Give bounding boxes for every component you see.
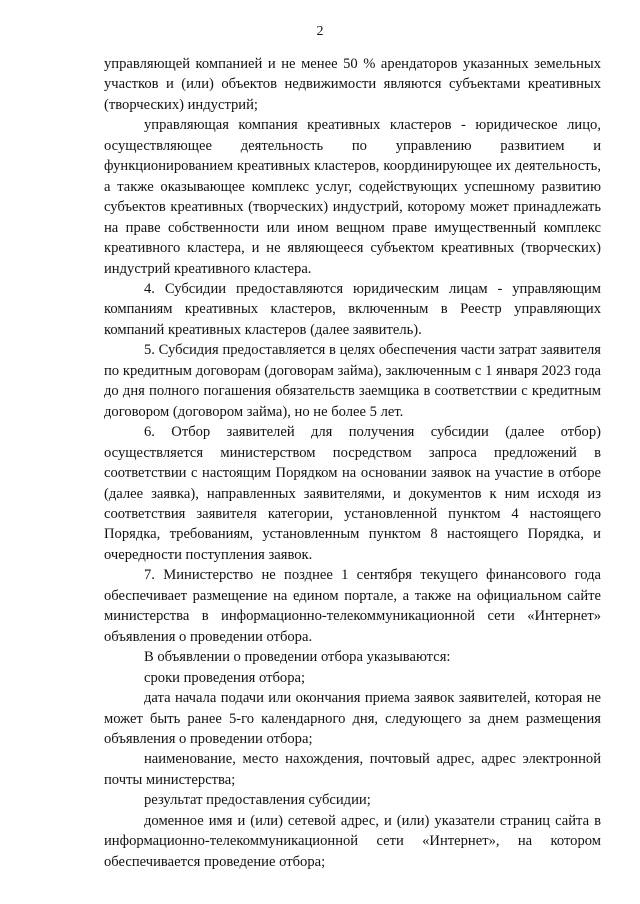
paragraph-announcement-intro: В объявлении о проведении отбора указываются: <box>144 649 451 666</box>
list-item-domain-name: доменное имя и (или) сетевой адрес, и (или) указатели страниц сайта в информационно-телекоммуникационной сети «Интернет», на котором обеспечивается проведение отбора; <box>104 812 601 870</box>
document-body <box>104 54 601 872</box>
paragraph-management-company-definition: управляющая компания креативных кластеров - юридическое лицо, осуществляющее деятельность по управлению развитием и функционированием креативных кластеров, координирующее их деятельность, а также оказывающее комплекс услуг, содействующих успешному развитию субъектов креативных (творческих) индустрий, которому может принадлежать на праве собственности или ином вещном праве имущественный комплекс креативного кластера, и не являющееся субъектом креативных (творческих) индустрий креативного кластера. <box>104 117 601 277</box>
list-item-ministry-contacts: наименование, место нахождения, почтовый адрес, адрес электронной почты министерства; <box>104 751 601 788</box>
paragraph-clause-7: 7. Министерство не позднее 1 сентября текущего финансового года обеспечивает размещение на едином портале, а также на официальном сайте министерства в информационно-телекоммуникационной сети «Интернет» объявления о проведении отбора. <box>104 567 601 645</box>
paragraph-clause-6: 6. Отбор заявителей для получения субсидии (далее отбор) осуществляется министерством посредством запроса предложений в соответствии с настоящим Порядком на основании заявок на участие в отборе (далее заявка), направленных заявителями, и документов к ним исходя из соответствия заявителя категории, установленной пунктом 4 настоящего Порядка, требованиям, установленным пунктом 8 настоящего Порядка, и очередности поступления заявок. <box>104 424 601 563</box>
paragraph-continuation: управляющей компанией и не менее 50 % арендаторов указанных земельных участков и (или) объектов недвижимости являются субъектами креативных (творческих) индустрий; <box>104 56 601 113</box>
paragraph-clause-4: 4. Субсидии предоставляются юридическим лицам - управляющим компаниям креативных кластеров, включенным в Реестр управляющих компаний креативных кластеров (далее заявитель). <box>104 280 601 338</box>
page-number: 2 <box>316 24 324 39</box>
list-item-application-dates: дата начала подачи или окончания приема заявок заявителей, которая не может быть ранее 5-го календарного дня, следующего за днем размещения объявления о проведении отбора; <box>104 690 601 747</box>
paragraph-clause-5: 5. Субсидия предоставляется в целях обеспечения части затрат заявителя по кредитным договорам (договорам займа), заключенным с 1 января 2023 года до дня полного погашения обязательств заемщика в соответствии с кредитным договором (договором займа), но не более 5 лет. <box>104 342 601 420</box>
list-item-subsidy-result: результат предоставления субсидии; <box>144 792 371 809</box>
list-item-selection-dates: сроки проведения отбора; <box>144 669 306 686</box>
